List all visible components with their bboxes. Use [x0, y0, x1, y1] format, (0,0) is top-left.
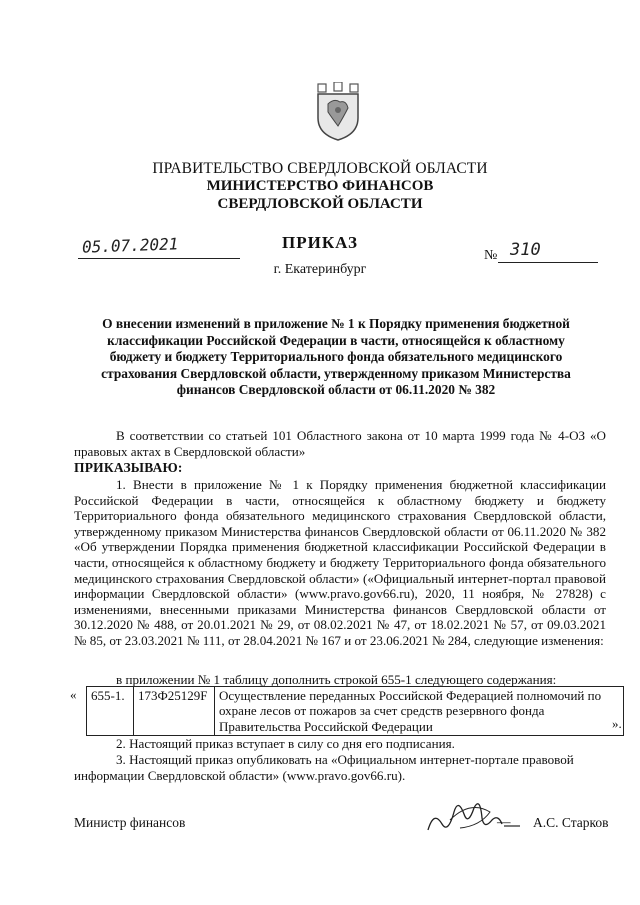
paragraph-3: 3. Настоящий приказ опубликовать на «Официальном интернет-портале правовой информации Свердловской области» (www.pravo.gov66.ru). [74, 752, 574, 783]
table-intro: в приложении № 1 таблицу дополнить строкой 655-1 следующего содержания: [116, 672, 557, 687]
order-number-handwritten: 310 [510, 240, 541, 260]
signature-dash: — [497, 814, 511, 829]
intro-paragraph: В соответствии со статьей 101 Областного закона от 10 марта 1999 года № 4-ОЗ «О правовых актах в Свердловской области» [74, 428, 606, 459]
quote-open: « [70, 687, 77, 702]
ministry-name-line1: МИНИСТЕРСТВО ФИНАНСОВ [206, 178, 434, 194]
ministry-name-line2: СВЕРДЛОВСКОЙ ОБЛАСТИ [217, 196, 423, 212]
classification-table [86, 686, 624, 736]
row-description: Осуществление переданных Российской Федерацией полномочий по охране лесов от пожаров за счет средств резервного фонда Правительства Российской Федерации [215, 687, 624, 736]
table-row [87, 687, 624, 736]
order-date-handwritten: 05.07.2021 [81, 234, 179, 257]
date-underline [78, 258, 240, 259]
paragraph-1: 1. Внести в приложение № 1 к Порядку применения бюджетной классификации Российской Федерации в части, относящейся к областному бюджету и бюджету Территориального фонда обязательного медицинского страхования Свердловской области, утвержденному приказом Министерства финансов Свердловской области от 06.11.2020 № 382 «Об утверждении Порядка применения бюджетной классификации Российской Федерации в части, относящейся к областному бюджету и бюджету Территориального фонда обязательного медицинского страхования Свердловской области» («Официальный интернет-портал правовой информации Свердловской области» (www.pravo.gov66.ru), 2020, 11 ноября, № 27828) с изменениями, внесенными приказами Министерства финансов Свердловской области от 30.12.2020 № 488, от 20.01.2021 № 29, от 08.02.2021 № 47, от 18.02.2021 № 57, от 09.03.2021 № 85, от 23.03.2021 № 111, от 28.04.2021 № 167 и от 23.06.2021 № 284, следующие изменения: [74, 477, 606, 648]
row-code: 173Ф25129F [134, 687, 215, 736]
handwritten-signature [420, 790, 530, 840]
coat-of-arms-emblem [314, 82, 362, 142]
order-subject: О внесении изменений в приложение № 1 к Порядку применения бюджетной классификации Российской Федерации в части, относящейся к областному бюджету и бюджету Территориального фонда обязательного медицинского страхования Свердловской области, утвержденному приказом Министерства финансов Свердловской области от 06.11.2020 № 382 [101, 316, 571, 397]
signatory-position: Министр финансов [74, 815, 186, 830]
city: г. Екатеринбург [273, 262, 367, 277]
order-word: ПРИКАЗЫВАЮ: [74, 460, 183, 475]
signatory-name: А.С. Старков [533, 815, 609, 830]
order-title: ПРИКАЗ [282, 233, 358, 252]
order-number-label: № [484, 248, 498, 263]
quote-close: ». [612, 716, 622, 731]
government-name: ПРАВИТЕЛЬСТВО СВЕРДЛОВСКОЙ ОБЛАСТИ [152, 160, 488, 177]
paragraph-2: 2. Настоящий приказ вступает в силу со дня его подписания. [116, 736, 455, 751]
row-number: 655-1. [87, 687, 134, 736]
